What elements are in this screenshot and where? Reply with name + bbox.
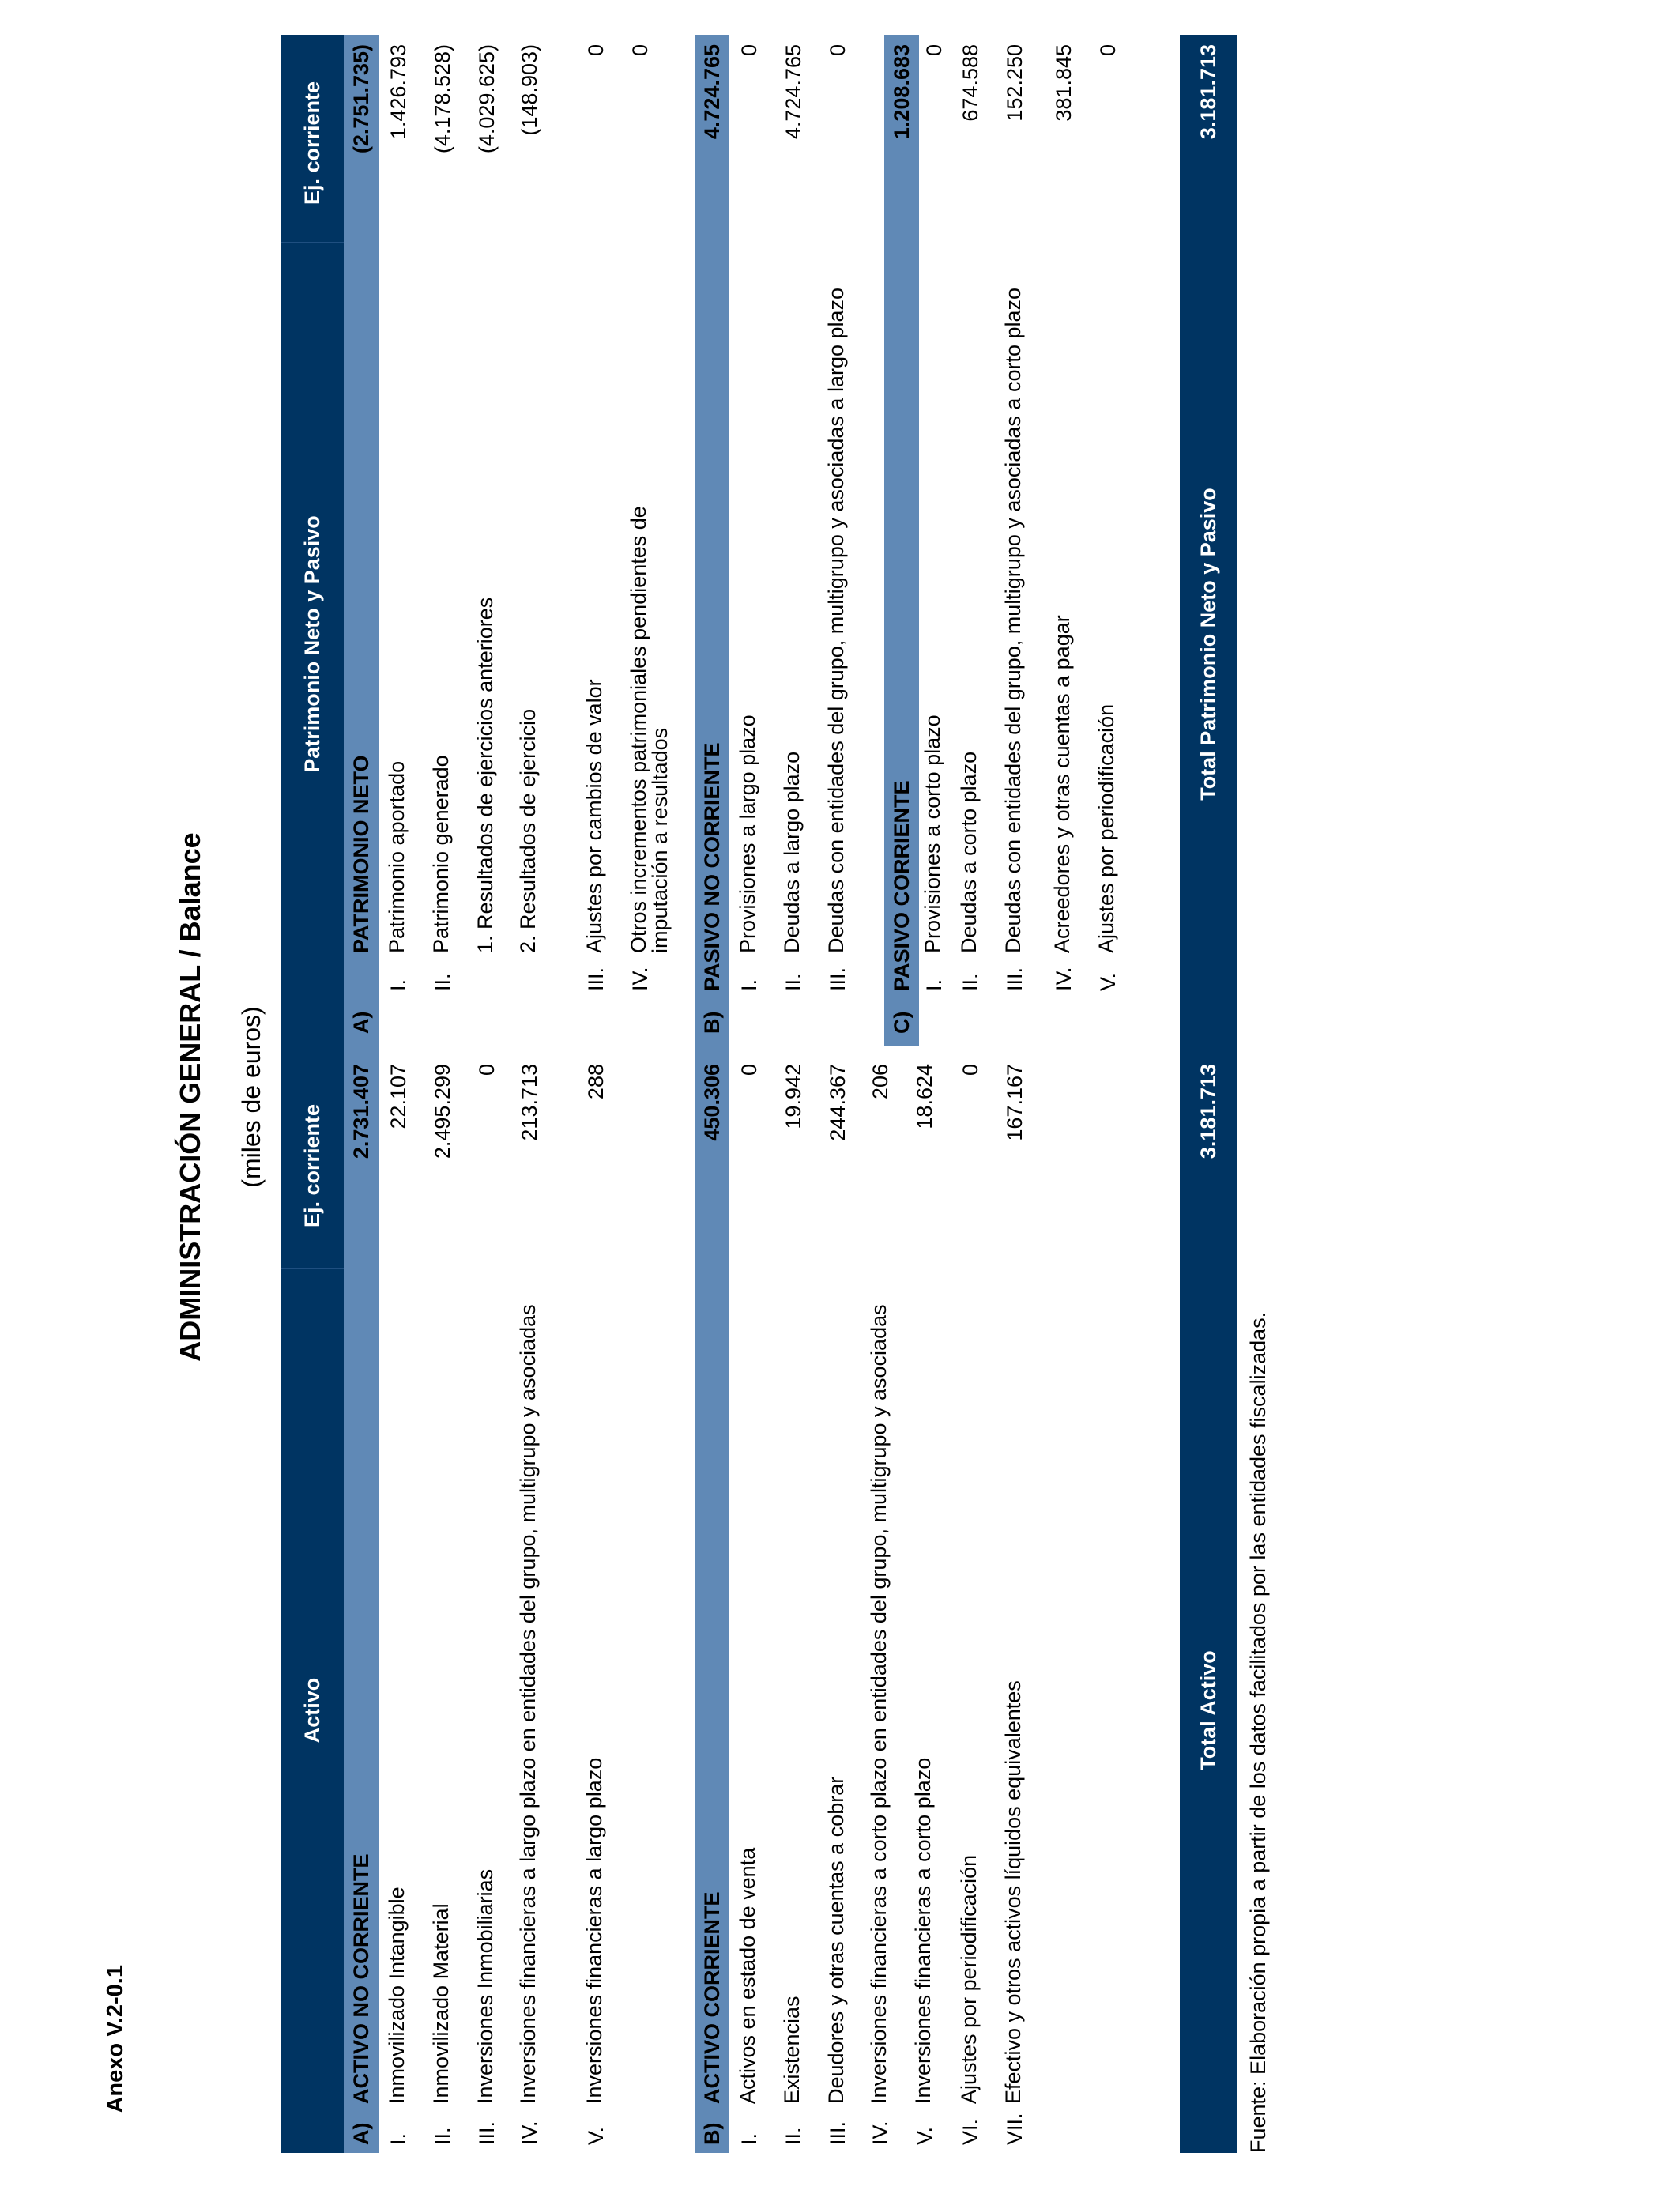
section-patrimonio-neto xyxy=(344,35,379,1046)
pasivo-header-value: Ej. corriente xyxy=(300,81,324,205)
row-label: Activos en estado de venta xyxy=(736,1847,759,2104)
row-label: Inversiones financieras a largo plazo xyxy=(582,1757,606,2104)
row-value: 152.250 xyxy=(1003,44,1026,122)
row-value: 0 xyxy=(584,44,608,57)
activo-total-row xyxy=(1180,1046,1237,2153)
row-number: I. xyxy=(922,978,946,991)
section-label: ACTIVO CORRIENTE xyxy=(700,1891,724,2104)
row-number: II. xyxy=(782,973,805,991)
row-value: (148.903) xyxy=(518,44,541,136)
row-value: 18.624 xyxy=(913,1064,936,1129)
row-number: IV. xyxy=(1052,967,1075,991)
row-label: 1. Resultados de ejercicios anteriores xyxy=(473,597,497,953)
row-value: 0 xyxy=(737,1064,761,1076)
pasivo-total-row xyxy=(1180,35,1237,1046)
row-label: Inversiones Inmobiliarias xyxy=(473,1868,497,2104)
row-number: I. xyxy=(386,2132,410,2145)
row-label: Ajustes por periodificación xyxy=(1094,703,1118,953)
row-label: Otros incrementos patrimoniales pendientes de imputación a resultados xyxy=(627,506,672,953)
row-number: IV. xyxy=(628,967,652,991)
row-number: V. xyxy=(913,2126,936,2145)
row-label: 2. Resultados de ejercicio xyxy=(516,708,540,953)
row-label: Provisiones a largo plazo xyxy=(736,714,759,953)
section-label: PASIVO NO CORRIENTE xyxy=(700,742,724,991)
row-number: VII. xyxy=(1003,2113,1026,2145)
row-value: 0 xyxy=(628,44,652,57)
row-number: I. xyxy=(737,978,761,991)
row-value: 381.845 xyxy=(1052,44,1075,122)
row-value: 19.942 xyxy=(782,1064,805,1129)
annex-label: Anexo V.2-0.1 xyxy=(103,1965,128,2113)
section-value: 2.731.407 xyxy=(349,1064,373,1159)
row-label: Patrimonio generado xyxy=(429,755,453,953)
row-label: Acreedores y otras cuentas a pagar xyxy=(1050,615,1074,953)
row-value: (4.178.528) xyxy=(431,44,454,154)
row-number: III. xyxy=(475,2120,499,2145)
page-subtitle: (miles de euros) xyxy=(237,1006,266,1188)
balance-sheet xyxy=(281,35,1237,2153)
row-label: Deudas a corto plazo xyxy=(957,751,981,953)
row-number: II. xyxy=(431,2127,454,2145)
pasivo-total-value: 3.181.713 xyxy=(1196,44,1220,140)
row-value: 674.588 xyxy=(959,44,982,122)
section-label: PASIVO CORRIENTE xyxy=(890,780,913,991)
activo-header-value: Ej. corriente xyxy=(300,1103,324,1228)
row-label: Deudas con entidades del grupo, multigrupo y asociadas a corto plazo xyxy=(1001,287,1025,953)
row-number: III. xyxy=(826,967,849,991)
row-label: Deudas a largo plazo xyxy=(780,751,804,953)
row-label: Existencias xyxy=(780,1996,804,2104)
row-label: Inversiones financieras a corto plazo xyxy=(911,1757,935,2104)
row-value: (4.029.625) xyxy=(475,44,499,154)
row-value: 4.724.765 xyxy=(782,44,805,140)
row-value: 0 xyxy=(1096,44,1120,57)
row-label: Deudas con entidades del grupo, multigrupo y asociadas a largo plazo xyxy=(824,287,848,953)
row-number: V. xyxy=(1096,972,1120,991)
row-label: Deudores y otras cuentas a cobrar xyxy=(824,1776,848,2104)
activo-header-label: Activo xyxy=(300,1677,324,1744)
row-label: Ajustes por periodificación xyxy=(957,1854,981,2104)
row-value: 1.426.793 xyxy=(386,44,410,140)
row-number: VI. xyxy=(959,2118,982,2145)
row-number: IV. xyxy=(868,2120,892,2145)
row-value: 22.107 xyxy=(386,1064,410,1129)
row-value: 206 xyxy=(868,1064,892,1100)
row-number: III. xyxy=(1003,967,1026,991)
row-number: III. xyxy=(584,967,608,991)
section-prefix: A) xyxy=(349,1011,373,1034)
row-value: 2.495.299 xyxy=(431,1064,454,1159)
section-label: ACTIVO NO CORRIENTE xyxy=(349,1853,373,2104)
section-value: 4.724.765 xyxy=(700,44,724,140)
pasivo-header-label: Patrimonio Neto y Pasivo xyxy=(300,515,324,773)
source-note: Fuente: Elaboración propia a partir de los datos facilitados por las entidades fiscalizadas. xyxy=(1246,1311,1270,2153)
section-label: PATRIMONIO NETO xyxy=(349,755,373,953)
section-prefix: A) xyxy=(349,2122,373,2145)
section-activo-no-corriente xyxy=(344,1046,379,2153)
row-label: Inversiones financieras a corto plazo en entidades del grupo, multigrupo y asociadas xyxy=(867,1304,891,2104)
section-prefix: B) xyxy=(700,1011,724,1034)
row-value: 167.167 xyxy=(1003,1064,1026,1141)
row-value: 0 xyxy=(475,1064,499,1076)
activo-total-label: Total Activo xyxy=(1196,1650,1220,1770)
row-value: 244.367 xyxy=(826,1064,849,1141)
row-number: III. xyxy=(826,2120,849,2145)
pasivo-header xyxy=(281,35,344,1046)
activo-header xyxy=(281,1046,344,2153)
pasivo-header-divider xyxy=(281,242,344,243)
row-label: Efectivo y otros activos líquidos equivalentes xyxy=(1001,1680,1025,2104)
row-label: Provisiones a corto plazo xyxy=(921,714,944,953)
row-label: Inmovilizado Intangible xyxy=(385,1887,409,2104)
row-value: 0 xyxy=(826,44,849,57)
row-value: 0 xyxy=(922,44,946,57)
row-number: I. xyxy=(386,978,410,991)
row-value: 0 xyxy=(959,1064,982,1076)
row-label: Inversiones financieras a largo plazo en entidades del grupo, multigrupo y asociadas xyxy=(516,1304,540,2104)
section-pasivo-no-corriente xyxy=(695,35,729,1046)
section-value: 1.208.683 xyxy=(890,44,913,140)
row-number: V. xyxy=(584,2126,608,2145)
section-prefix: B) xyxy=(700,2122,724,2145)
row-number: II. xyxy=(782,2127,805,2145)
row-value: 288 xyxy=(584,1064,608,1100)
pasivo-total-label: Total Patrimonio Neto y Pasivo xyxy=(1196,488,1220,801)
row-number: IV. xyxy=(518,2120,541,2145)
section-prefix: C) xyxy=(890,1011,913,1034)
section-activo-corriente xyxy=(695,1046,729,2153)
pasivo-column xyxy=(281,35,1237,1046)
section-pasivo-corriente-value-cell xyxy=(884,35,919,242)
row-label: Patrimonio aportado xyxy=(385,760,409,953)
section-pasivo-corriente xyxy=(884,242,919,1046)
section-value: 450.306 xyxy=(700,1064,724,1141)
row-number: I. xyxy=(737,2132,761,2145)
row-label: Ajustes por cambios de valor xyxy=(582,679,606,953)
row-number: II. xyxy=(959,973,982,991)
row-number: II. xyxy=(431,973,454,991)
section-value: (2.751.735) xyxy=(349,44,373,154)
activo-total-value: 3.181.713 xyxy=(1196,1064,1220,1159)
activo-header-divider xyxy=(281,1268,344,1269)
page-title: ADMINISTRACIÓN GENERAL / Balance xyxy=(174,832,206,1362)
row-value: 213.713 xyxy=(518,1064,541,1141)
row-value: 0 xyxy=(737,44,761,57)
row-label: Inmovilizado Material xyxy=(429,1903,453,2104)
activo-column xyxy=(281,1046,1237,2153)
